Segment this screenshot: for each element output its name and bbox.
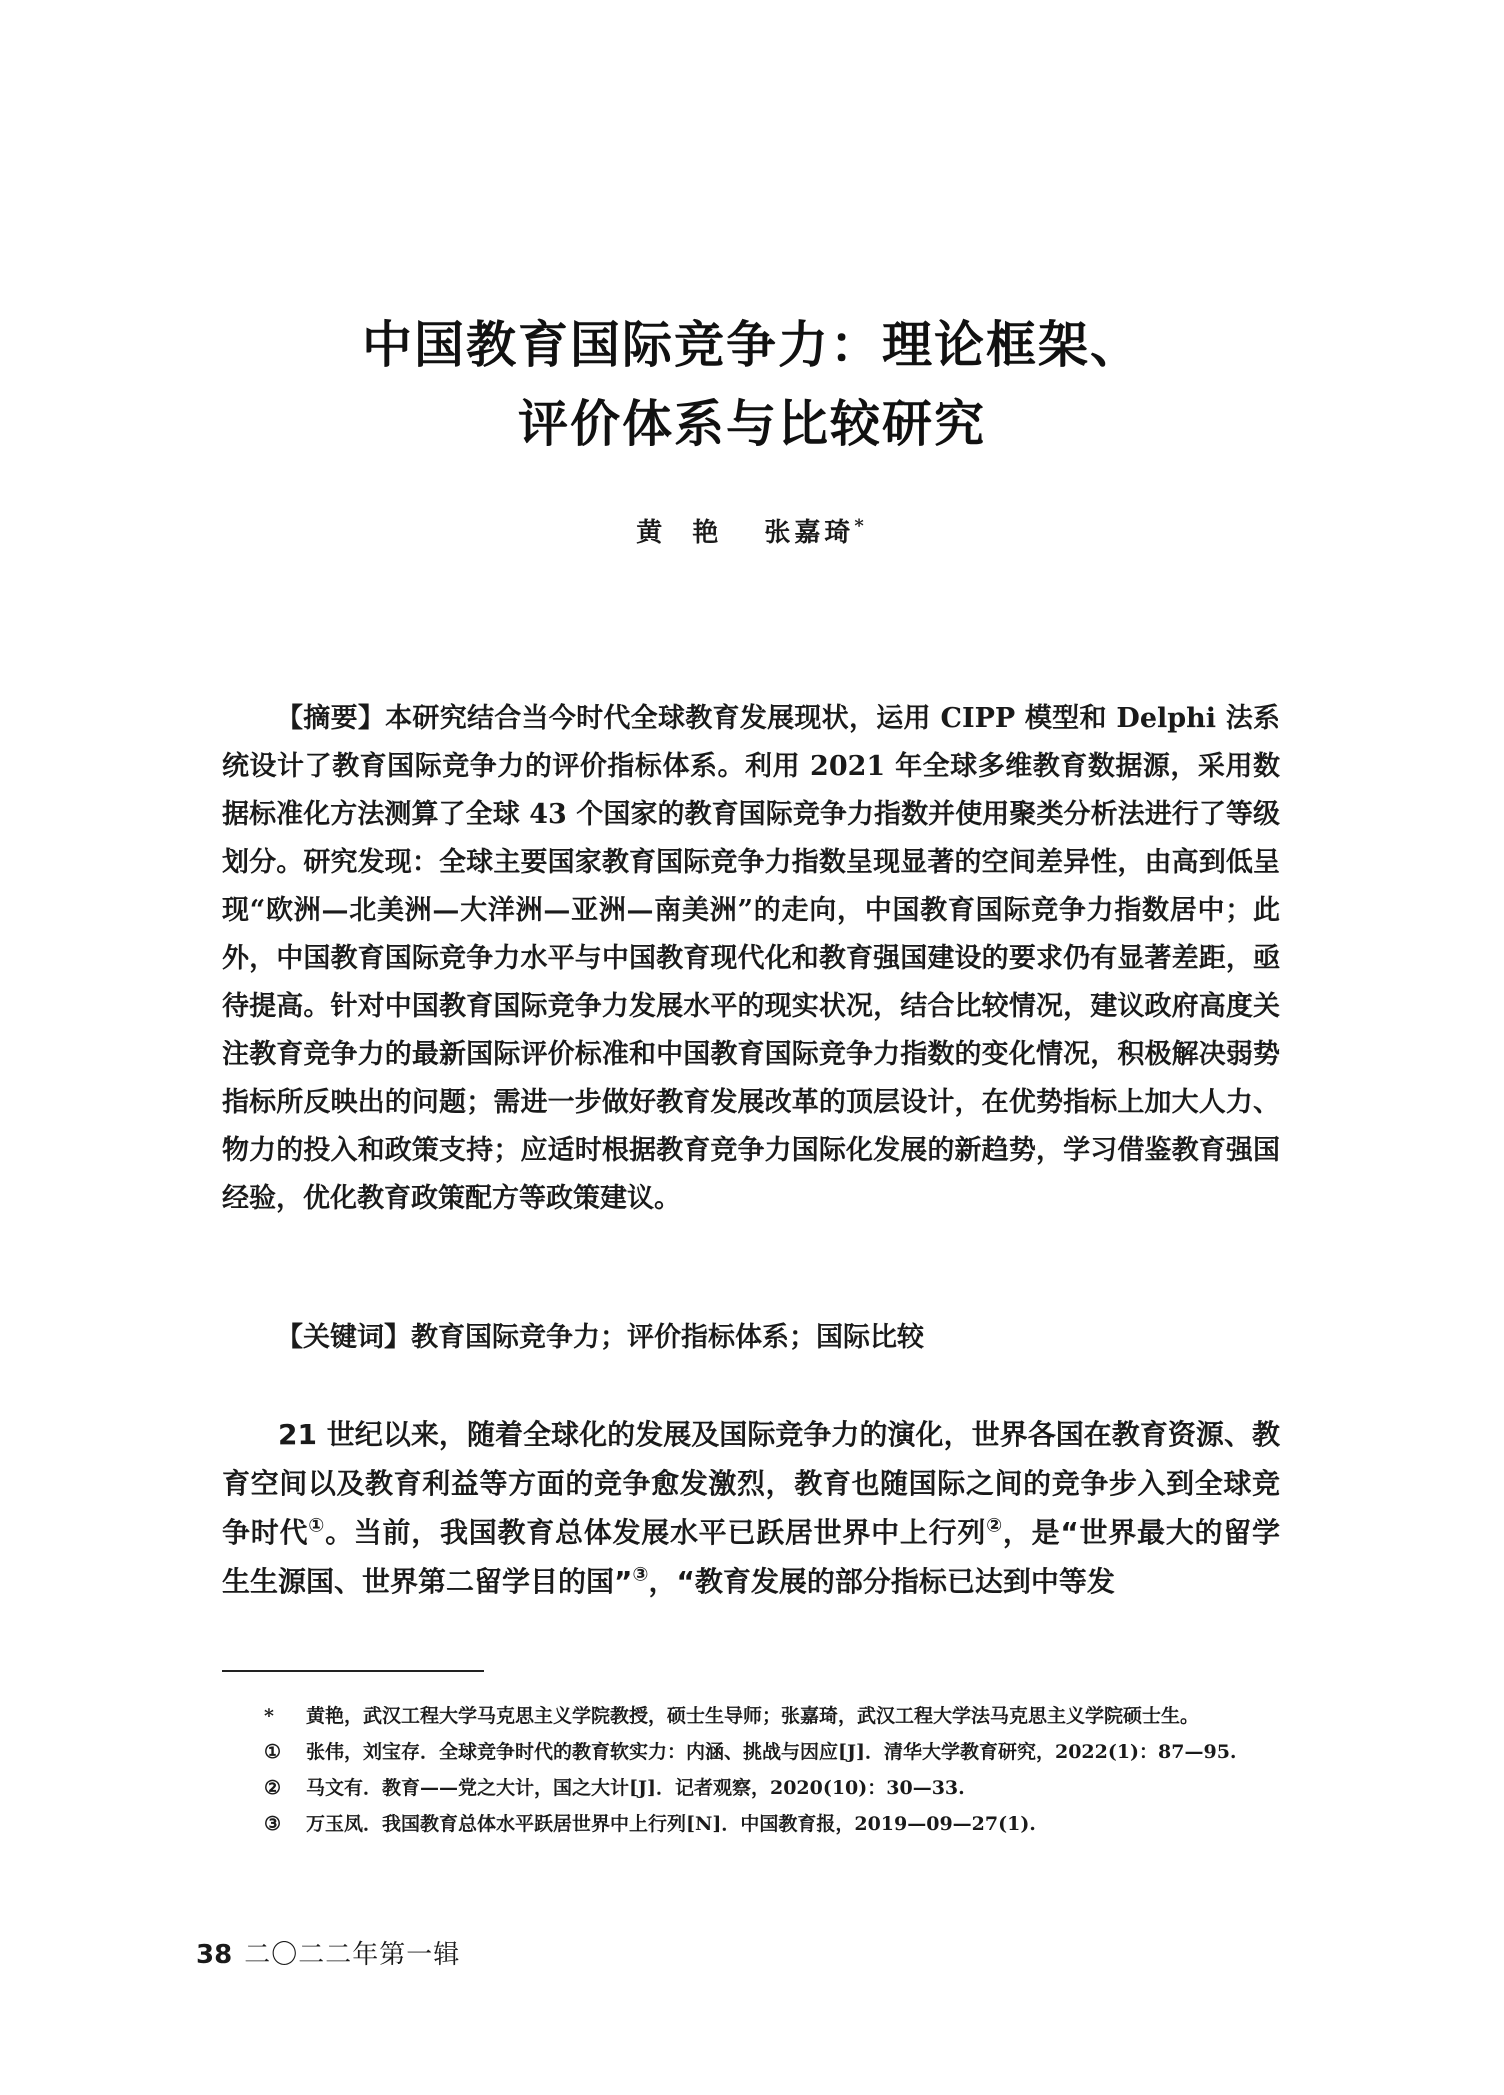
footnotes <box>222 1700 1280 1844</box>
footnote-mark: ③ <box>264 1813 282 1835</box>
footnote <box>222 1700 1280 1732</box>
keywords-label: 【关键词】 <box>276 1322 411 1353</box>
page-number: 38 <box>196 1940 233 1970</box>
footnote <box>222 1772 1280 1804</box>
footnote-text: 张伟，刘宝存．全球竞争时代的教育软实力：内涵、挑战与因应[J]．清华大学教育研究，2022(1)：87—95. <box>306 1741 1237 1763</box>
article-title-line-1: 中国教育国际竞争力：理论框架、 <box>362 316 1142 374</box>
footnote-text: 黄艳，武汉工程大学马克思主义学院教授，硕士生导师；张嘉琦，武汉工程大学法马克思主义学院硕士生。 <box>306 1705 1200 1727</box>
author-footnote-marker: * <box>854 515 868 537</box>
footnote <box>222 1736 1280 1768</box>
author-name: 张嘉琦 <box>764 518 855 548</box>
article-title-line-2: 评价体系与比较研究 <box>518 395 986 453</box>
footnote-ref: ① <box>308 1514 326 1537</box>
issue-label: 二〇二二年第一辑 <box>244 1940 461 1970</box>
footnote-mark: ② <box>264 1777 282 1799</box>
footnote <box>222 1808 1280 1840</box>
page-footer <box>196 1934 460 1971</box>
footnote-divider <box>222 1670 484 1672</box>
author-line <box>0 512 1504 549</box>
abstract <box>222 695 1280 1223</box>
author-name: 黄 艳 <box>636 518 723 548</box>
body-text-segment: 。当前，我国教育总体发展水平已跃居世界中上行列 <box>325 1516 987 1549</box>
footnote-ref: ② <box>986 1514 1003 1537</box>
body-text-segment: 21 世纪以来，随着全球化的发展及国际竞争力的演化，世界各国在教育资源、教育空间以及教育利益等方面的竞争愈发激烈，教育也随国际之间的竞争步入到全球竞争时代 <box>222 1418 1280 1549</box>
body-text-segment: ，“教育发展的部分指标已达到中等发 <box>648 1565 1115 1598</box>
body-text-segment: ，是“世界最大的留学生生源国、世界第二留学目的国” <box>222 1516 1280 1598</box>
keywords <box>276 1316 1280 1360</box>
body-paragraph <box>222 1410 1280 1606</box>
footnote-text: 万玉凤．我国教育总体水平跃居世界中上行列[N]．中国教育报，2019—09—27(1). <box>306 1813 1036 1835</box>
abstract-text: 本研究结合当今时代全球教育发展现状，运用 CIPP 模型和 Delphi 法系统设计了教育国际竞争力的评价指标体系。利用 2021 年全球多维教育数据源，采用数据标准化方法测算了全球 43 个国家的教育国际竞争力指数并使用聚类分析法进行了等级划分。研究发现：全球主要国家教育国际竞争力指数呈现显著的空间差异性，由高到低呈现“欧洲—北美洲—大洋洲—亚洲—南美洲”的走向，中国教育国际竞争力指数居中；此外，中国教育国际竞争力水平与中国教育现代化和教育强国建设的要求仍有显著差距，亟待提高。针对中国教育国际竞争力发展水平的现实状况，结合比较情况，建议政府高度关注教育竞争力的最新国际评价标准和中国教育国际竞争力指数的变化情况，积极解决弱势指标所反映出的问题；需进一步做好教育发展改革的顶层设计，在优势指标上加大人力、物力的投入和政策支持；应适时根据教育竞争力国际化发展的新趋势，学习借鉴教育强国经验，优化教育政策配方等政策建议。 <box>222 703 1280 1214</box>
footnote-mark: * <box>264 1705 274 1727</box>
footnote-mark: ① <box>264 1741 282 1763</box>
footnote-ref: ③ <box>632 1563 649 1586</box>
keywords-text: 教育国际竞争力；评价指标体系；国际比较 <box>411 1322 924 1353</box>
footnote-text: 马文有．教育——党之大计，国之大计[J]．记者观察，2020(10)：30—33. <box>306 1777 965 1799</box>
abstract-label: 【摘要】 <box>276 703 386 734</box>
